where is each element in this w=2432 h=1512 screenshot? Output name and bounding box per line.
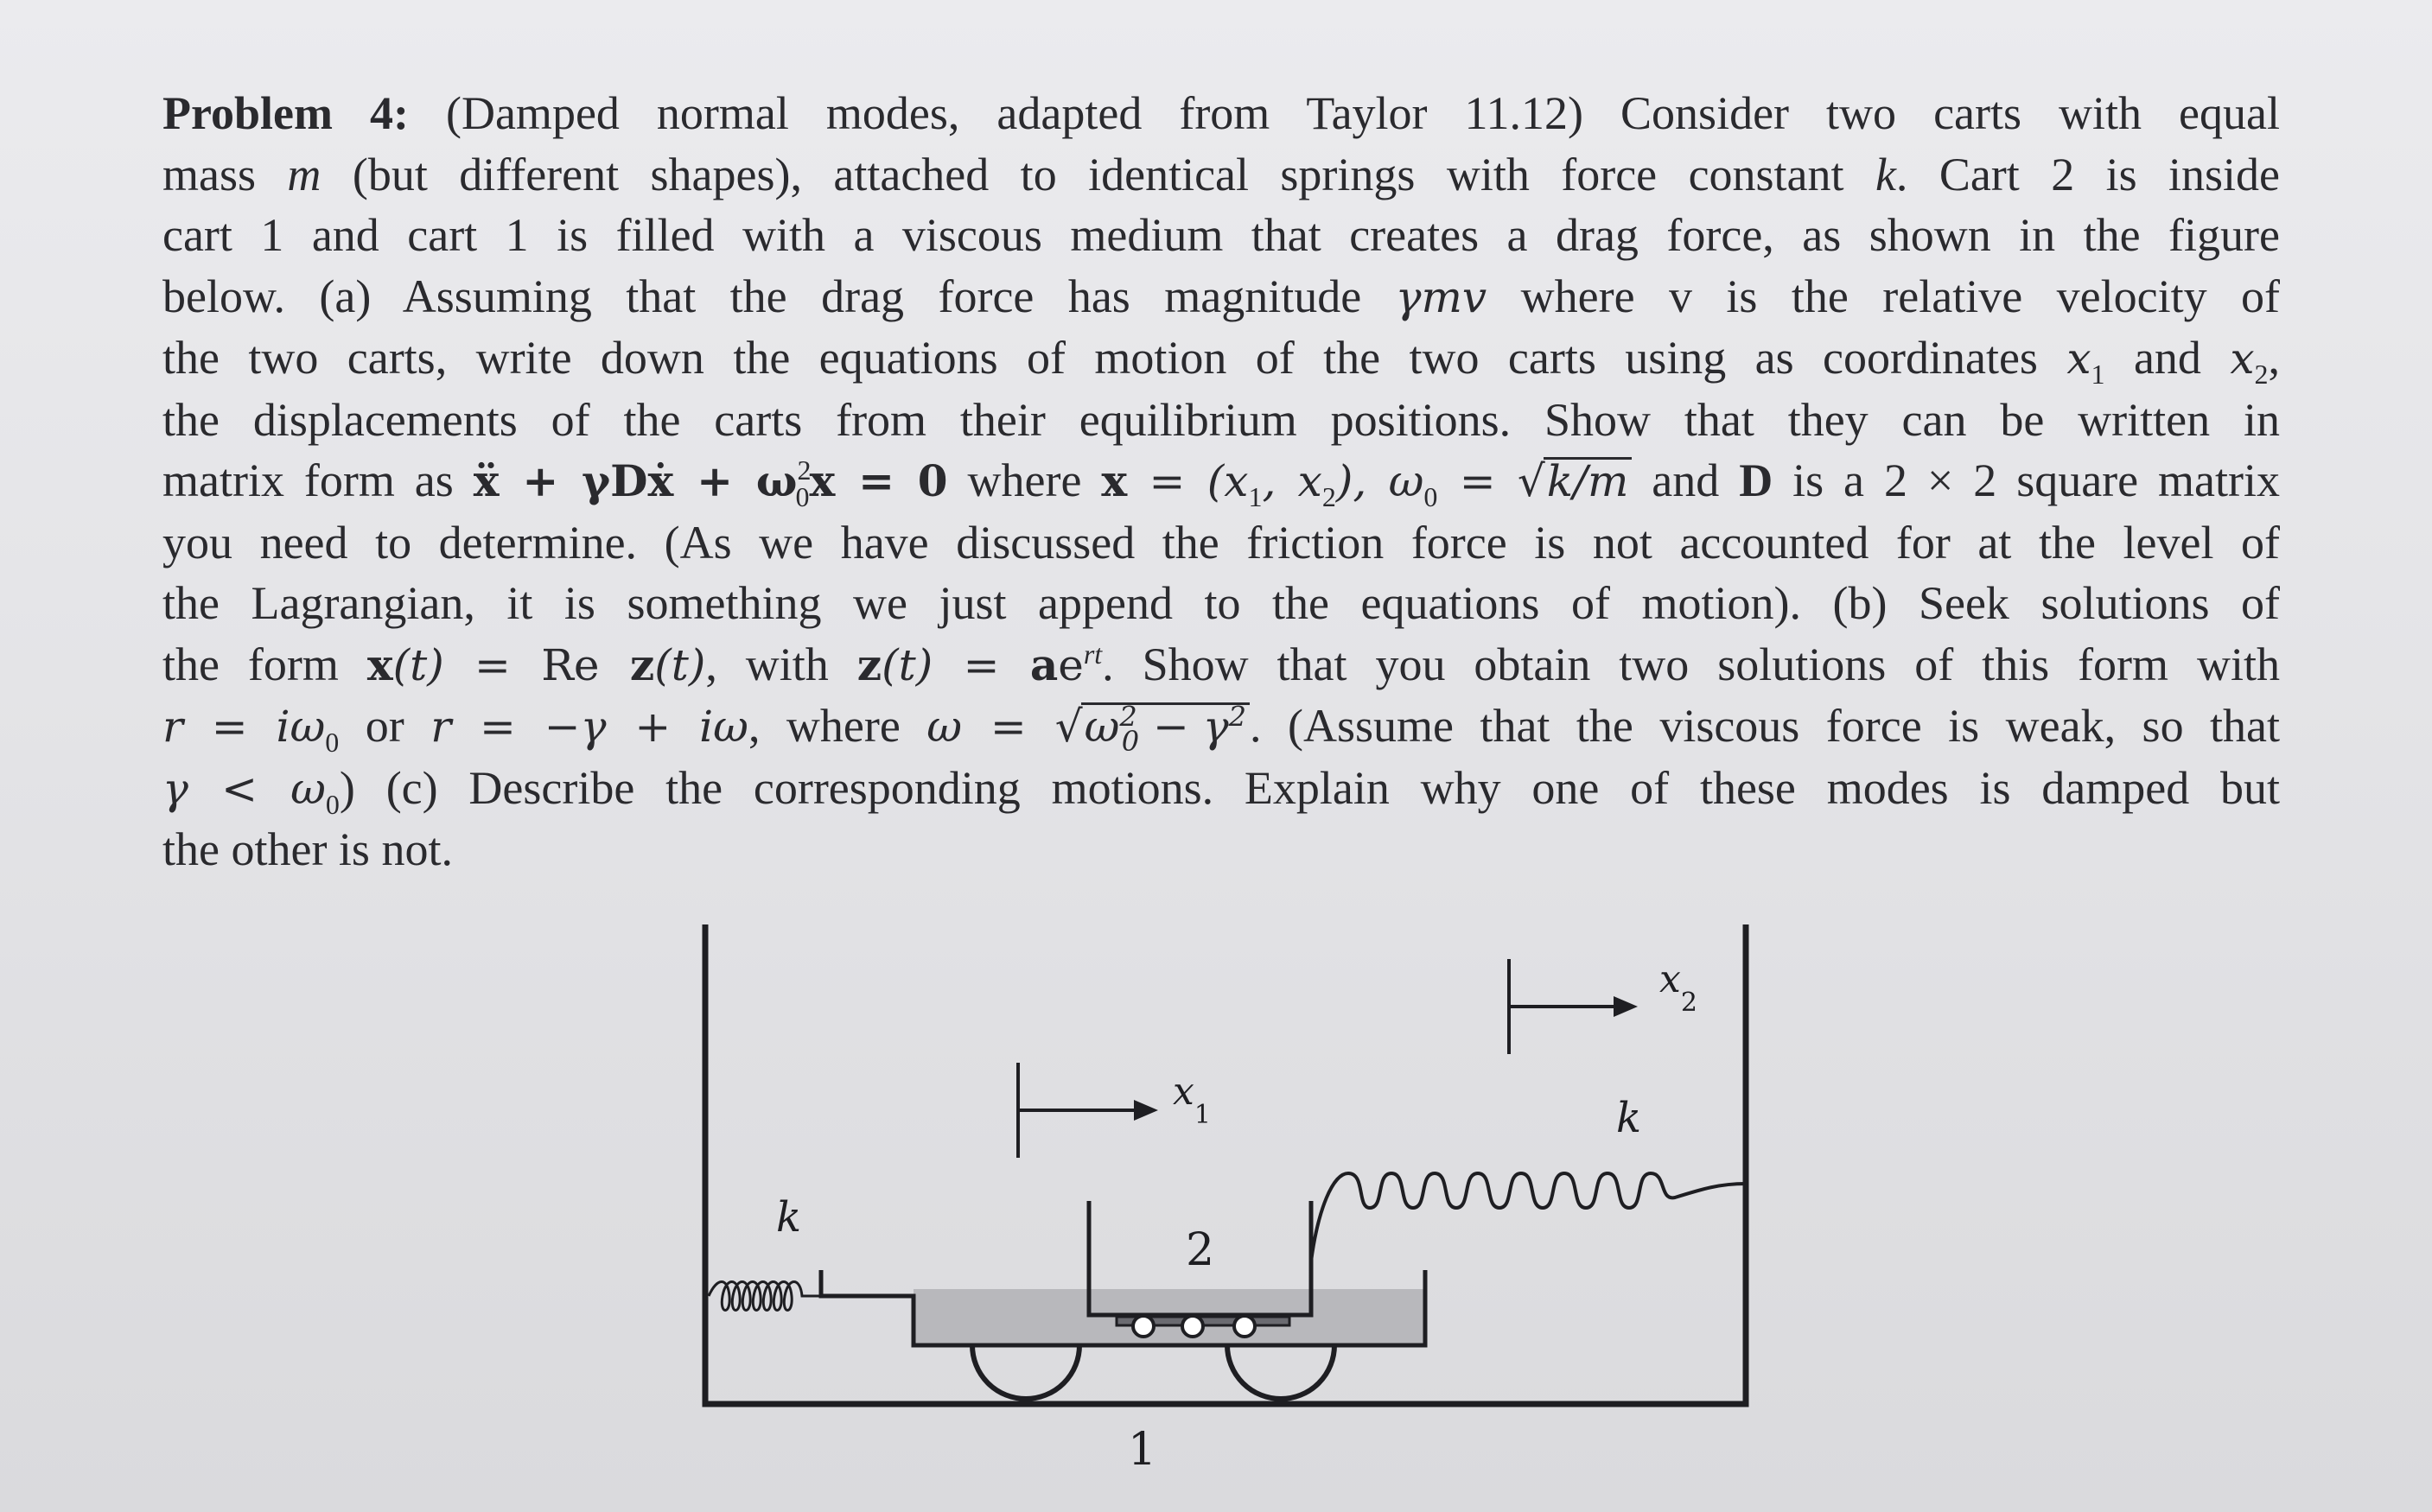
label-x1: $x_1$ [1173,1070,1211,1130]
problem-line-2: mass m (but different shapes), attached to identical springs with force constant k. Cart 2 is inside [162,148,2281,200]
cart-1-wheel-left [972,1345,1079,1399]
right-spring [1311,1173,1746,1261]
problem-line-10: the form x(t) = Re z(t), with $z(t) = ae^{rt}$. Show that you obtain two solutions of this form with [162,638,2280,690]
problem-line-9: the Lagrangian, it is something we just append to the equations of motion). (b) Seek solutions of [162,577,2280,629]
problem-line-3: cart 1 and cart 1 is filled with a viscous medium that creates a drag force, as shown in the figure [162,209,2280,261]
problem-line-6: the displacements of the carts from their equilibrium positions. Show that they can be written in [162,393,2280,446]
problem-text [162,83,2280,880]
problem-line-1: Problem 4: (Damped normal modes, adapted from Taylor 11.12) Consider two carts with equal [162,87,2280,139]
label-x2: $x_2$ [1659,957,1697,1018]
x1-arrow [1018,1063,1158,1158]
left-spring [709,1282,821,1311]
problem-line-4: below. (a) Assuming that the drag force has magnitude γmv where v is the relative velocity of [162,270,2280,322]
label-cart-1: 1 [1128,1424,1157,1476]
carts-diagram [674,899,1798,1486]
problem-line-8: you need to determine. (As we have discussed the friction force is not accounted for at the level of [162,516,2280,569]
cart-1-wheel-right [1227,1345,1334,1399]
cart-2-wheel-3 [1234,1316,1255,1337]
label-k-right: k [1616,1094,1642,1142]
cart-2-wheel-1 [1133,1316,1154,1337]
problem-line-11: $r = i\omega_0$ or r = −γ + iω, where $\omega = √\omega^2_0 - \gamma^2$. (Assume that the viscous force is weak, so that [162,700,2281,758]
carts-figure [674,899,1798,1486]
equation-of-motion: ẍ + γDẋ + ω [473,455,798,506]
label-k-left: k [776,1193,802,1242]
cart-2-wheel-2 [1182,1316,1203,1337]
problem-line-7: matrix form as ẍ + γDẋ + $\omega^2_0x = 0$ where $x = (x_1$, $x_2$), $\omega_0 = √k/m$ and D is a 2 × 2 square matrix [162,454,2281,512]
problem-line-12: $\gamma < \omega_0$) (c) Describe the corresponding motions. Explain why one of these modes is damped but [162,761,2280,820]
problem-line-5: the two carts, write down the equations of motion of the two carts using as coordinates $x_1$ and $x_2$, [162,332,2281,390]
problem-line-13: the other is not. [162,823,453,875]
label-cart-2: 2 [1186,1224,1215,1276]
x2-arrow [1509,959,1638,1054]
problem-heading: Problem 4: [162,87,409,139]
